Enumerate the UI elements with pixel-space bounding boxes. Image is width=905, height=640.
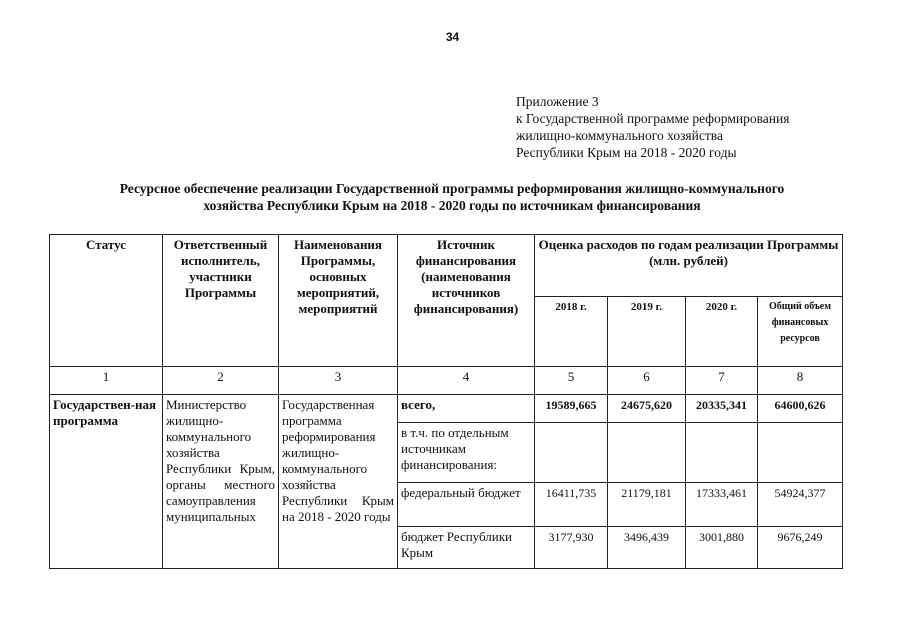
header-program-name: Наименования Программы, основных мероприятий, мероприятий (279, 235, 398, 367)
header-year-2019: 2019 г. (608, 297, 686, 367)
column-number: 2 (163, 367, 279, 395)
page-number: 34 (445, 30, 460, 44)
value-2019: 21179,181 (608, 483, 686, 527)
header-year-2018: 2018 г. (535, 297, 608, 367)
header-year-2020: 2020 г. (686, 297, 758, 367)
value-2018: 16411,735 (535, 483, 608, 527)
header-expense-estimate: Оценка расходов по годам реализации Программы (млн. рублей) (535, 235, 843, 297)
document-title (62, 180, 842, 214)
source-total: всего, (398, 395, 535, 423)
executor-cell: Министерство жилищно-коммунального хозяйства Республики Крым, органы местного самоуправления муниципальных (163, 395, 279, 569)
source-breakdown: в т.ч. по отдельным источникам финансирования: (398, 423, 535, 483)
appendix-line: к Государственной программе реформирования (516, 111, 790, 126)
value-total: 64600,626 (758, 395, 843, 423)
title-line: Ресурсное обеспечение реализации Государственной программы реформирования жилищно-коммунального (119, 181, 785, 196)
status-cell: Государствен-ная программа (50, 395, 163, 569)
header-funding-source: Источник финансирования (наименования источников финансирования) (398, 235, 535, 367)
appendix-line: Приложение 3 (516, 94, 599, 109)
value-total: 54924,377 (758, 483, 843, 527)
value-2019: 24675,620 (608, 395, 686, 423)
value-total: 9676,249 (758, 527, 843, 569)
value-2018 (535, 423, 608, 483)
column-number: 5 (535, 367, 608, 395)
value-2020 (686, 423, 758, 483)
column-number: 1 (50, 367, 163, 395)
source-federal-budget: федеральный бюджет (398, 483, 535, 527)
resource-table (49, 234, 843, 569)
column-number: 4 (398, 367, 535, 395)
value-2020: 20335,341 (686, 395, 758, 423)
title-line: хозяйства Республики Крым на 2018 - 2020 годы по источникам финансирования (203, 198, 701, 213)
value-2019 (608, 423, 686, 483)
column-number: 6 (608, 367, 686, 395)
appendix-line: жилищно-коммунального хозяйства (516, 128, 723, 143)
appendix-note (516, 93, 789, 161)
program-name-cell: Государственная программа реформирования жилищно-коммунального хозяйства Республики Крым на 2018 - 2020 годы (279, 395, 398, 569)
appendix-line: Республики Крым на 2018 - 2020 годы (516, 145, 737, 160)
column-number: 7 (686, 367, 758, 395)
column-number: 8 (758, 367, 843, 395)
source-crimea-budget: бюджет Республики Крым (398, 527, 535, 569)
value-2019: 3496,439 (608, 527, 686, 569)
value-2018: 19589,665 (535, 395, 608, 423)
value-total (758, 423, 843, 483)
header-status: Статус (50, 235, 163, 367)
header-executor: Ответственный исполнитель, участники Программы (163, 235, 279, 367)
value-2020: 17333,461 (686, 483, 758, 527)
header-total-resources: Общий объем финансовых ресурсов (758, 297, 843, 367)
value-2020: 3001,880 (686, 527, 758, 569)
column-number: 3 (279, 367, 398, 395)
value-2018: 3177,930 (535, 527, 608, 569)
